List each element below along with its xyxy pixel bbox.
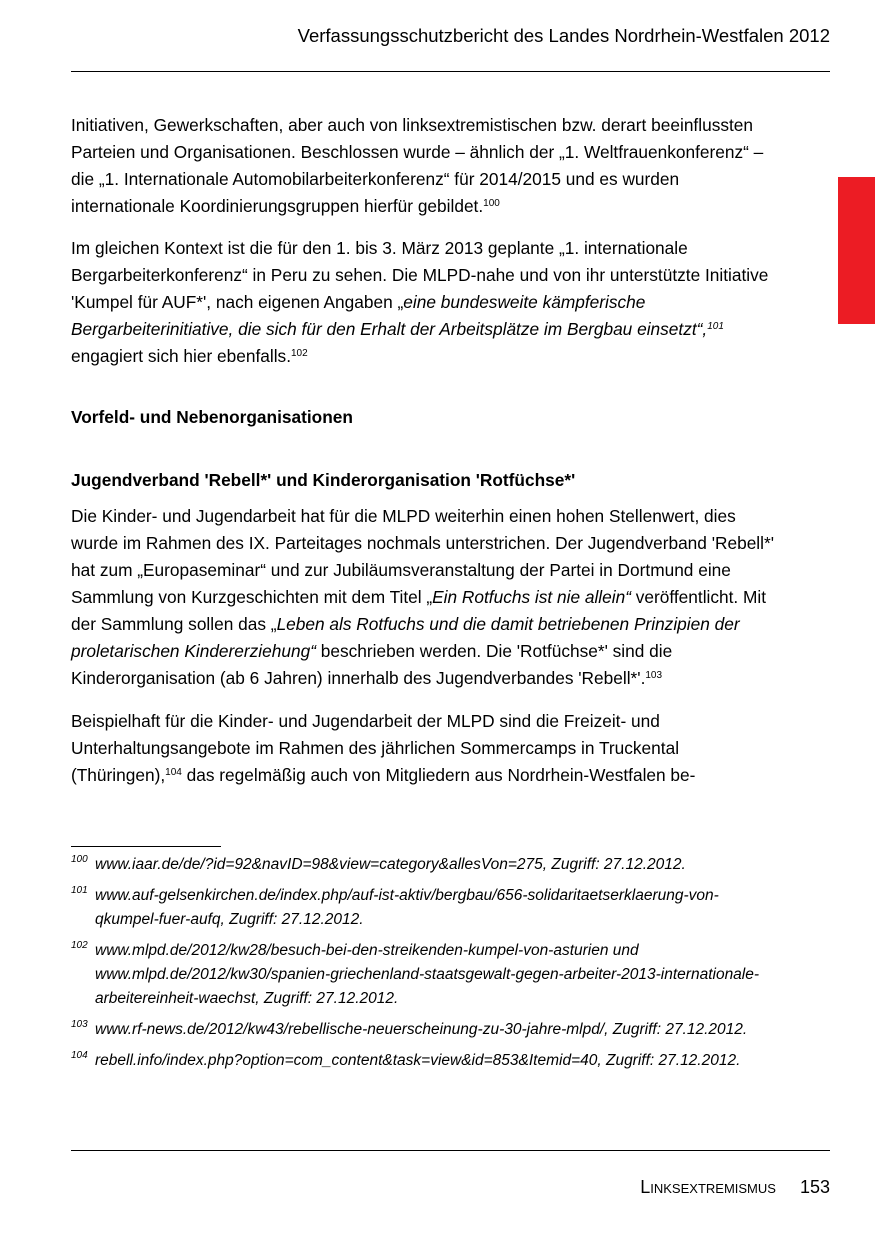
- footnote-text[interactable]: www.auf-gelsenkirchen.de/index.php/auf-ist-aktiv/bergbau/656-solidaritaetserklaerung-von-qkumpel-fuer-aufq, Zugriff: 27.12.2012.: [95, 887, 719, 928]
- footnote-number: 104: [71, 1050, 88, 1061]
- chapter-marker-tab: [838, 177, 875, 324]
- page-number: 153: [799, 1177, 830, 1197]
- footnote-ref[interactable]: 102: [291, 348, 308, 359]
- subsection-heading: Jugendverband 'Rebell*' und Kinderorganisation 'Rotfüchse*': [71, 470, 576, 490]
- body-text: [71, 112, 781, 789]
- footnote-text[interactable]: www.iaar.de/de/?id=92&navID=98&view=category&allesVon=275, Zugriff: 27.12.2012.: [95, 856, 686, 873]
- running-header-title: Verfassungsschutzbericht des Landes Nordrhein-Westfalen 2012: [297, 25, 830, 46]
- footnote: [71, 853, 776, 877]
- footnote-text[interactable]: www.mlpd.de/2012/kw28/besuch-bei-den-streikenden-kumpel-von-asturien und www.mlpd.de/2012/kw30/spanien-griechenland-staatsgewalt-gegen-arbeiter-2013-internationale-arbeitereinheit-waechst, Zugriff: 27.12.2012.: [95, 942, 760, 1007]
- footnote: [71, 1049, 776, 1073]
- footnote-ref[interactable]: 101: [707, 321, 724, 332]
- footnote-number: 103: [71, 1019, 88, 1030]
- paragraph-4: Beispielhaft für die Kinder- und Jugendarbeit der MLPD sind die Freizeit- und Unterhaltungsangebote im Rahmen des jährlichen Sommercamps in Truckental (Thüringen),$^{104}$ das regelmäßig auch von Mitgliedern aus Nordrhein-Westfalen be-: [71, 711, 696, 785]
- footnote-text[interactable]: rebell.info/index.php?option=com_content&task=view&id=853&Itemid=40, Zugriff: 27.12.2012.: [95, 1052, 741, 1069]
- footnote-ref[interactable]: 104: [165, 767, 182, 778]
- paragraph-1: Initiativen, Gewerkschaften, aber auch von linksextremistischen bzw. derart beeinflussten Parteien und Organisationen. Beschlossen wurde – ähnlich der „1. Weltfrauenkonferenz“ – die „1. Internationale Automobilarbeiterkonferenz“ für 2014/2015 und es wurden internationale Koordinierungsgruppen hierfür gebildet.$^{100}$: [71, 115, 764, 216]
- footnote: [71, 1018, 776, 1042]
- footnote-number: 101: [71, 885, 88, 896]
- paragraph-3: Die Kinder- und Jugendarbeit hat für die MLPD weiterhin einen hohen Stellenwert, dies wurde im Rahmen des IX. Parteitages nochmals unterstrichen. Der Jugendverband 'Rebell*' hat zum „Europaseminar“ und zur Jubiläumsveranstaltung der Partei in Dortmund eine Sammlung von Kurzgeschichten mit dem Titel „Ein Rotfuchs ist nie allein“ veröffentlicht. Mit der Sammlung sollen das „Leben als Rotfuchs und die damit betriebenen Prinzipien der proletarischen Kindererziehung“ beschrieben werden. Die 'Rotfüchse*' sind die Kinderorganisation (ab 6 Jahren) innerhalb des Jugendverbandes 'Rebell*'.$^{103}$: [71, 506, 775, 688]
- footnote-ref[interactable]: 100: [483, 198, 500, 209]
- footer-rule: [71, 1150, 830, 1151]
- footnotes: [71, 853, 776, 1080]
- section-heading: Vorfeld- und Nebenorganisationen: [71, 407, 353, 427]
- footer-section-title: Linksextremismus: [640, 1177, 776, 1197]
- paragraph-2: Im gleichen Kontext ist die für den 1. bis 3. März 2013 geplante „1. internationale Bergarbeiterkonferenz“ in Peru zu sehen. Die MLPD-nahe und von ihr unterstützte Initiative 'Kumpel für AUF*', nach eigenen Angaben „eine bundesweite kämpferische Bergarbeiterinitiative, die sich für den Erhalt der Arbeitsplätze im Bergbau einsetzt“,$^{101}$ engagiert sich hier ebenfalls.$^{102}$: [71, 238, 769, 366]
- footnote: [71, 884, 776, 932]
- page-footer: [640, 1177, 830, 1198]
- footnote-number: 100: [71, 854, 88, 865]
- footnote-ref[interactable]: 103: [645, 670, 663, 681]
- footnote: [71, 939, 776, 1011]
- footnote-separator: [71, 846, 221, 847]
- header-rule: [71, 71, 830, 72]
- footnote-number: 102: [71, 940, 88, 951]
- footnote-text[interactable]: www.rf-news.de/2012/kw43/rebellische-neuerscheinung-zu-30-jahre-mlpd/, Zugriff: 27.12.2012.: [95, 1021, 748, 1038]
